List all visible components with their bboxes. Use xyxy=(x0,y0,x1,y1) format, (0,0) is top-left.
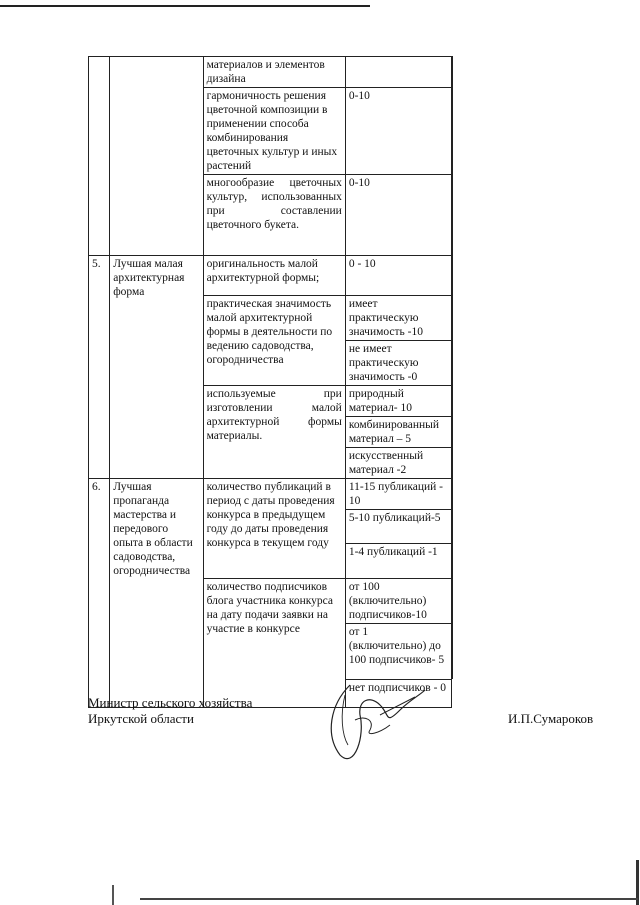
scan-mark xyxy=(112,885,114,905)
extra-column xyxy=(452,56,454,680)
nomination-name: Лучшая пропаганда мастерства и передового опыта в области садоводства, огородничества xyxy=(110,479,203,708)
row-number xyxy=(89,57,110,256)
score-cell: 11-15 публикаций - 10 xyxy=(345,479,451,510)
top-rule xyxy=(0,5,370,7)
score-cell: от 100 (включительно) подписчиков-10 xyxy=(345,579,451,624)
position-line-1: Министр сельского хозяйства xyxy=(88,695,253,710)
score-cell: комбинированный материал – 5 xyxy=(345,417,451,448)
position-line-2: Иркутской области xyxy=(88,711,194,726)
table-row xyxy=(89,479,452,510)
score-cell xyxy=(345,57,451,88)
criterion-text: количество публикаций в период с даты проведения конкурса в предыдущем году до даты проведения конкурса в текущем году xyxy=(203,479,345,579)
score-cell: 1-4 публикаций -1 xyxy=(345,544,451,579)
table-row xyxy=(89,256,452,296)
criterion-text: гармоничность решения цветочной композиции в применении способа комбинирования цветочных культур и иных растений xyxy=(203,88,345,175)
row-number: 5. xyxy=(89,256,110,479)
score-cell: природный материал- 10 xyxy=(345,386,451,417)
signatory-name: И.П.Сумароков xyxy=(508,711,594,726)
score-cell: 5-10 публикаций-5 xyxy=(345,510,451,544)
score-cell: имеет практическую значимость -10 xyxy=(345,296,451,341)
score-cell: искусственный материал -2 xyxy=(345,448,451,479)
handwritten-signature xyxy=(320,675,430,765)
score-cell: нет подписчиков - 0 xyxy=(345,680,451,708)
criteria-table xyxy=(88,56,452,708)
criterion-text: количество подписчиков блога участника конкурса на дату подачи заявки на участие в конкурсе xyxy=(203,579,345,708)
row-number: 6. xyxy=(89,479,110,708)
criterion-text: практическая значимость малой архитектурной формы в деятельности по ведению садоводства, огородничества xyxy=(203,296,345,386)
scan-bottom-rule xyxy=(140,898,638,900)
score-cell: 0 - 10 xyxy=(345,256,451,296)
table-row xyxy=(89,57,452,88)
criterion-text: оригинальность малой архитектурной формы; xyxy=(203,256,345,296)
nomination-name xyxy=(110,57,203,256)
score-cell: от 1 (включительно) до 100 подписчиков- 5 xyxy=(345,624,451,680)
score-cell: 0-10 xyxy=(345,88,451,175)
criterion-text: материалов и элементов дизайна xyxy=(203,57,345,88)
score-cell: 0-10 xyxy=(345,175,451,256)
criterion-text: многообразие цветочных культур, использованных при составлении цветочного букета. xyxy=(203,175,345,256)
score-cell: не имеет практическую значимость -0 xyxy=(345,341,451,386)
criterion-text: используемые при изготовлении малой архитектурной формы материалы. xyxy=(203,386,345,479)
nomination-name: Лучшая малая архитектурная форма xyxy=(110,256,203,479)
signatory-position xyxy=(88,695,252,727)
